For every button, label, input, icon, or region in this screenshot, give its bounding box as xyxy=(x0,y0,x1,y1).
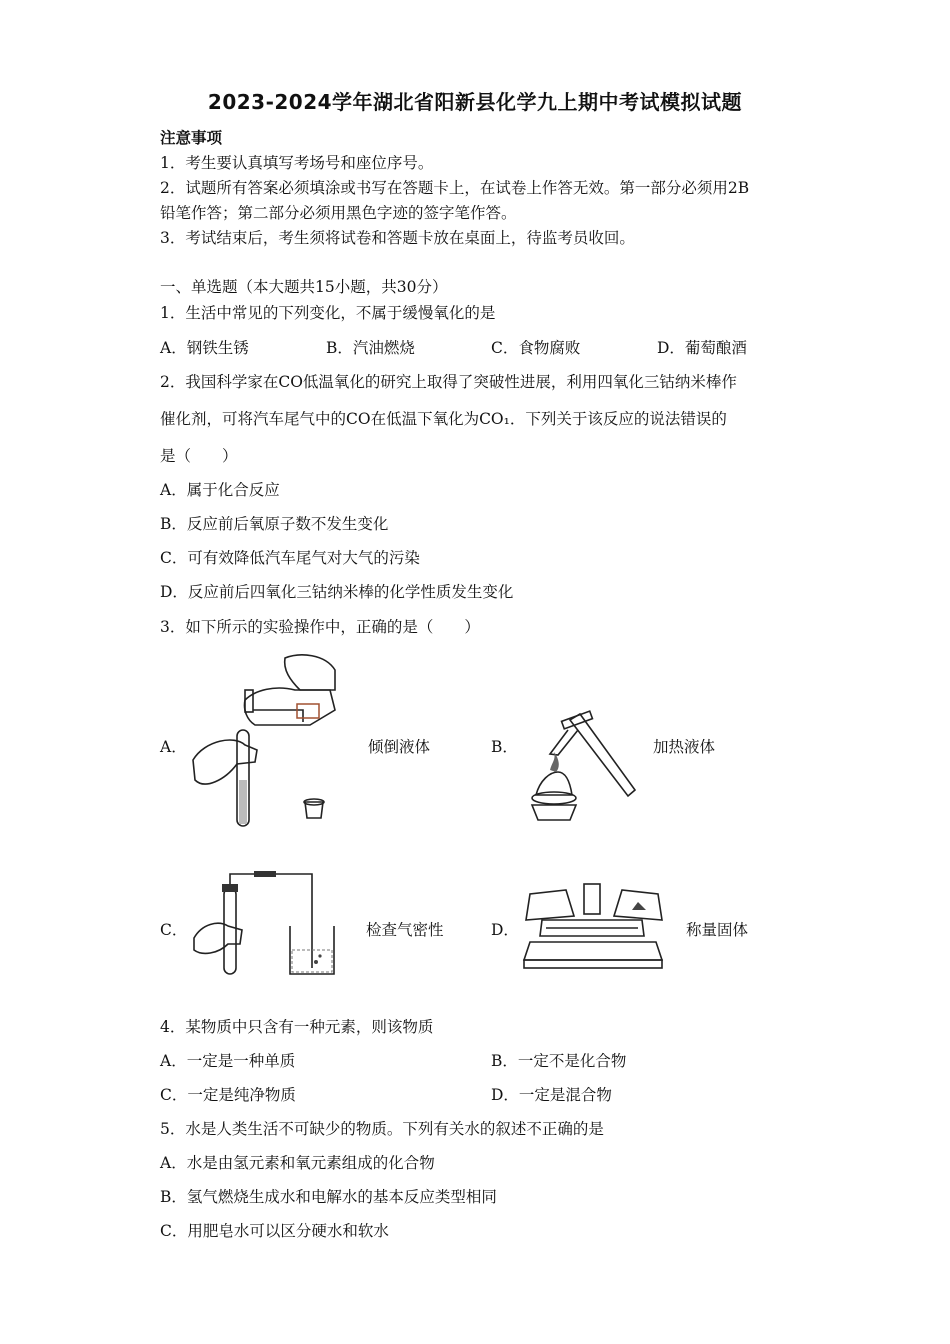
heating-liquid-figure xyxy=(520,710,640,830)
option-a-label: A． xyxy=(160,738,187,756)
option-b: B．反应前后氧原子数不发生变化 xyxy=(160,515,389,533)
option-b: B．汽油燃烧 xyxy=(326,339,415,357)
option-b-caption: 加热液体 xyxy=(653,738,716,756)
notice-item: 3．考试结束后，考生须将试卷和答题卡放在桌面上，待监考员收回。 xyxy=(160,229,635,247)
option-d: D．葡萄酿酒 xyxy=(657,339,747,357)
option-a-caption: 倾倒液体 xyxy=(368,738,431,756)
notice-item: 铅笔作答；第二部分必须用黑色字迹的签字笔作答。 xyxy=(160,204,517,222)
section-heading: 一、单选题（本大题共15小题，共30分） xyxy=(160,278,448,296)
airtightness-figure xyxy=(188,868,348,980)
question-stem: 1．生活中常见的下列变化，不属于缓慢氧化的是 xyxy=(160,304,496,322)
option-d-caption: 称量固体 xyxy=(686,921,749,939)
option-b-label: B． xyxy=(491,738,518,756)
option-b: B．一定不是化合物 xyxy=(491,1052,627,1070)
question-stem: 2．我国科学家在CO低温氧化的研究上取得了突破性进展，利用四氧化三钴纳米棒作 xyxy=(160,373,737,391)
pouring-liquid-figure xyxy=(185,650,345,830)
option-a: A．一定是一种单质 xyxy=(160,1052,296,1070)
question-stem: 4．某物质中只含有一种元素，则该物质 xyxy=(160,1018,434,1036)
question-stem: 催化剂，可将汽车尾气中的CO在低温下氧化为CO₁．下列关于该反应的说法错误的 xyxy=(160,410,727,428)
option-a: A．属于化合反应 xyxy=(160,481,280,499)
question-stem: 3．如下所示的实验操作中，正确的是（ ） xyxy=(160,618,480,636)
question-stem: 5．水是人类生活不可缺少的物质。下列有关水的叙述不正确的是 xyxy=(160,1120,604,1138)
notice-heading: 注意事项 xyxy=(160,128,223,147)
notice-item: 1．考生要认真填写考场号和座位序号。 xyxy=(160,154,434,172)
option-d-label: D． xyxy=(491,921,519,939)
option-a: A．钢铁生锈 xyxy=(160,339,249,357)
notice-item: 2．试题所有答案必须填涂或书写在答题卡上，在试卷上作答无效。第一部分必须用2B xyxy=(160,179,750,197)
option-b: B．氢气燃烧生成水和电解水的基本反应类型相同 xyxy=(160,1188,497,1206)
option-c: C．可有效降低汽车尾气对大气的污染 xyxy=(160,549,420,567)
balance-figure xyxy=(522,880,667,975)
option-c: C．一定是纯净物质 xyxy=(160,1086,296,1104)
option-d: D．反应前后四氧化三钴纳米棒的化学性质发生变化 xyxy=(160,583,514,601)
option-c-caption: 检查气密性 xyxy=(366,921,444,939)
option-c: C．用肥皂水可以区分硬水和软水 xyxy=(160,1222,389,1240)
option-c: C．食物腐败 xyxy=(491,339,581,357)
option-a: A．水是由氢元素和氧元素组成的化合物 xyxy=(160,1154,435,1172)
question-stem: 是（ ） xyxy=(160,447,238,465)
option-d: D．一定是混合物 xyxy=(491,1086,612,1104)
page-title: 2023-2024学年湖北省阳新县化学九上期中考试模拟试题 xyxy=(207,90,743,114)
option-c-label: C． xyxy=(160,921,188,939)
